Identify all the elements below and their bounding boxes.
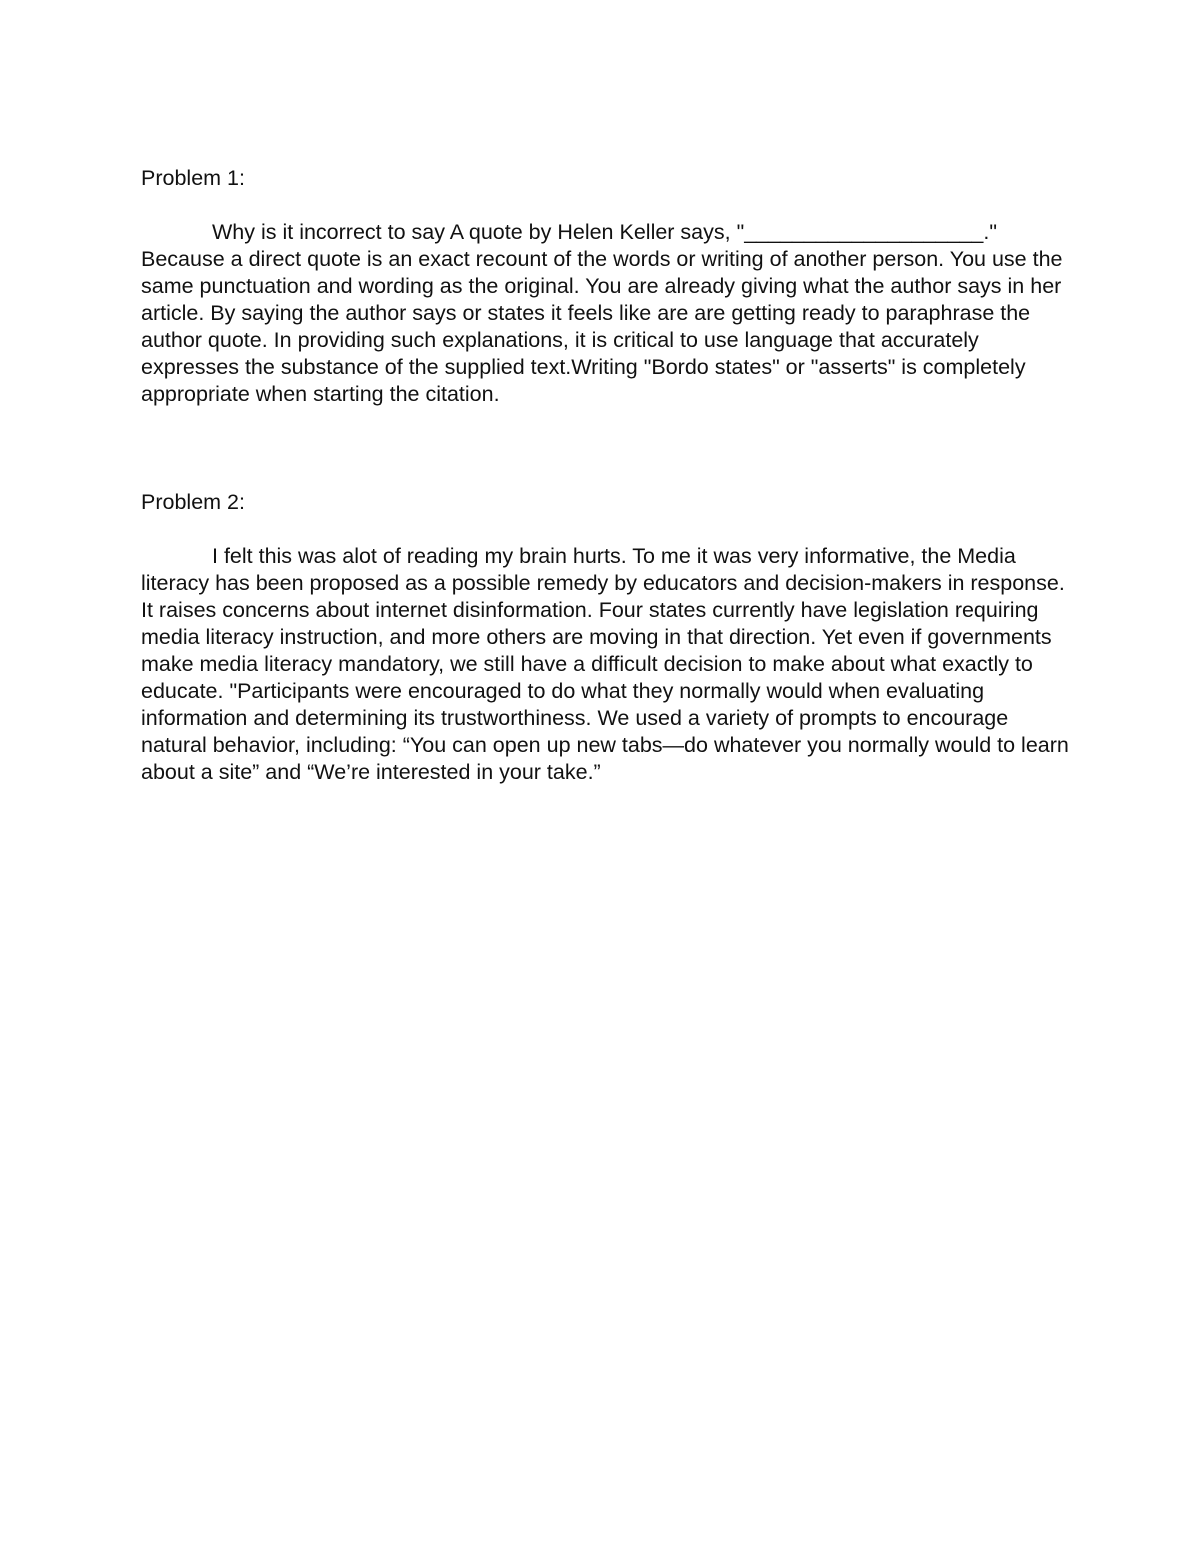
document-content [141, 165, 1071, 786]
problem-2-heading: Problem 2: [141, 490, 245, 514]
problem-1-paragraph: Why is it incorrect to say A quote by Helen Keller says, "____________________." Because a direct quote is an exact recount of the words or writing of another person. You use the same punctuation and wording as the original. You are already giving what the author says in her article. By saying the author says or states it feels like are are getting ready to paraphrase the author quote. In providing such explanations, it is critical to use language that accurately expresses the substance of the supplied text.Writing "Bordo states" or "asserts" is completely appropriate when starting the citation. [141, 220, 1063, 406]
problem-1-section [141, 165, 1071, 408]
problem-1-heading: Problem 1: [141, 166, 245, 190]
problem-2-section [141, 489, 1071, 786]
problem-2-paragraph: I felt this was alot of reading my brain hurts. To me it was very informative, the Media literacy has been proposed as a possible remedy by educators and decision-makers in response. It raises concerns about internet disinformation. Four states currently have legislation requiring media literacy instruction, and more others are moving in that direction. Yet even if governments make media literacy mandatory, we still have a difficult decision to make about what exactly to educate. "Participants were encouraged to do what they normally would when evaluating information and determining its trustworthiness. We used a variety of prompts to encourage natural behavior, including: “You can open up new tabs—do whatever you normally would to learn about a site” and “We’re interested in your take.” [141, 544, 1069, 784]
